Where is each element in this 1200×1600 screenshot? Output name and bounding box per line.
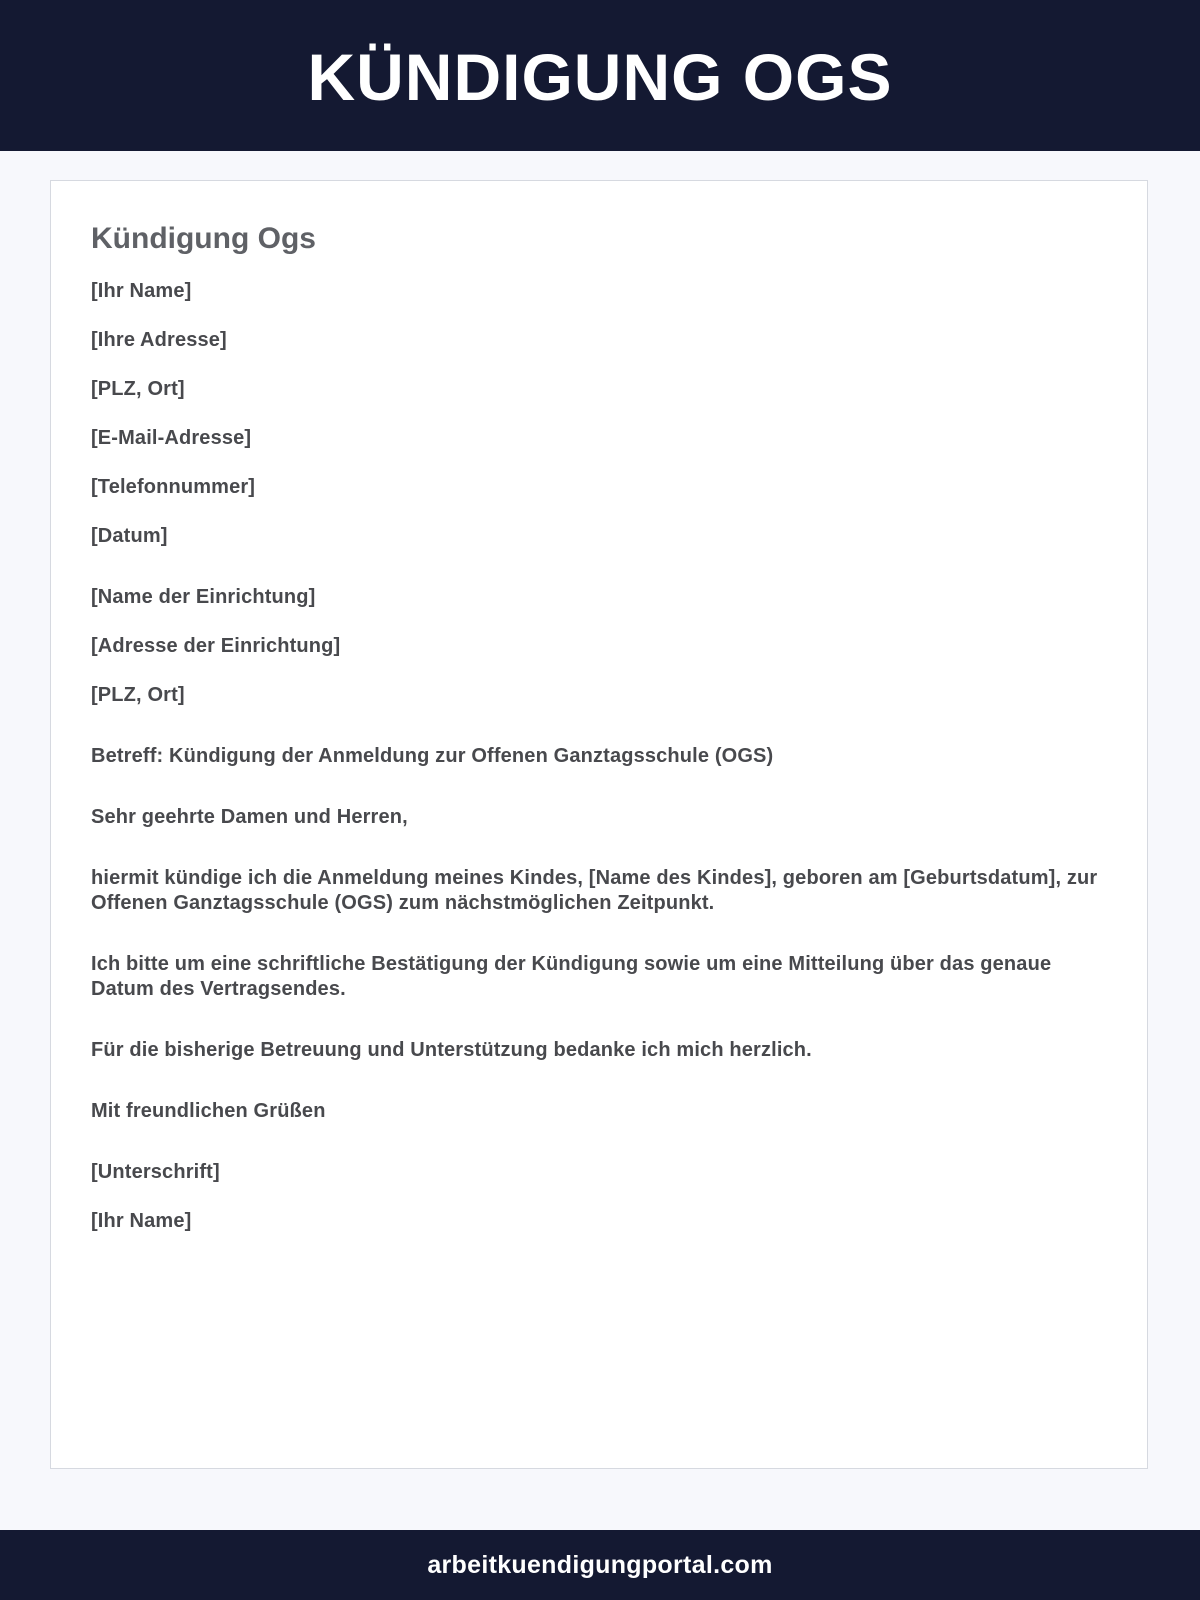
signature-name: [Ihr Name] [91,1210,192,1232]
letter-date: [Datum] [91,525,168,547]
body-paragraph: Ich bitte um eine schriftliche Bestätigung der Kündigung sowie um eine Mitteilung über das genaue Datum des Vertragsendes. [91,953,1052,1000]
recipient-postal-city: [PLZ, Ort] [91,684,185,706]
document-title: Kündigung Ogs [91,222,316,255]
letter-card [50,180,1148,1469]
salutation: Sehr geehrte Damen und Herren, [91,806,408,828]
signature-placeholder: [Unterschrift] [91,1161,220,1183]
sender-name: [Ihr Name] [91,280,192,302]
sender-postal-city: [PLZ, Ort] [91,378,185,400]
sender-phone: [Telefonnummer] [91,476,256,498]
body-paragraph: Für die bisherige Betreuung und Unterstützung bedanke ich mich herzlich. [91,1039,812,1061]
recipient-address: [Adresse der Einrichtung] [91,635,341,657]
body-paragraph: hiermit kündige ich die Anmeldung meines Kindes, [Name des Kindes], geboren am [Geburtsdatum], zur Offenen Ganztagsschule (OGS) zum nächstmöglichen Zeitpunkt. [91,867,1098,914]
recipient-name: [Name der Einrichtung] [91,586,316,608]
page-header [0,0,1200,151]
page-footer [0,1530,1200,1600]
subject-line: Betreff: Kündigung der Anmeldung zur Offenen Ganztagsschule (OGS) [91,745,774,767]
footer-website: arbeitkuendigungportal.com [427,1550,773,1579]
header-title: KÜNDIGUNG OGS [307,40,893,114]
sender-email: [E-Mail-Adresse] [91,427,252,449]
closing: Mit freundlichen Grüßen [91,1100,326,1122]
sender-address: [Ihre Adresse] [91,329,227,351]
